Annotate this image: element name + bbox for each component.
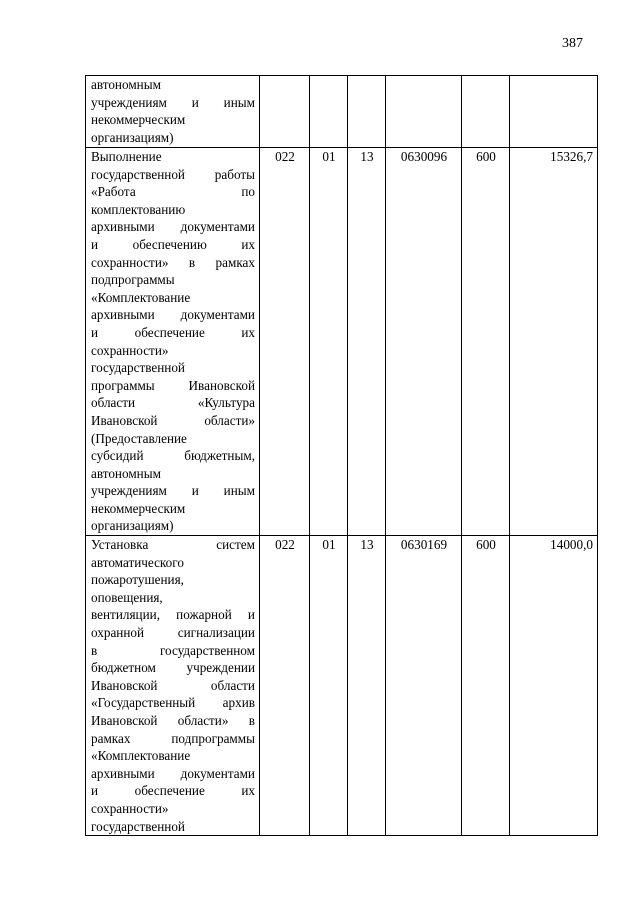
name-line: рамках подпрограммы (91, 730, 255, 746)
cell-target-article (386, 76, 462, 148)
name-line: «Работа по (91, 184, 255, 200)
cell-name (86, 148, 260, 536)
name-line: сохранности» в рамках (91, 254, 255, 270)
name-line: некоммерческим (91, 500, 186, 516)
cell-expense-type: 600 (462, 148, 510, 536)
name-line: учреждениям и иным (91, 94, 255, 110)
name-line: комплектованию (91, 201, 186, 217)
name-line: сохранности» (91, 342, 169, 358)
name-line: Выполнение (91, 149, 162, 164)
cell-target-article: 0630169 (386, 536, 462, 836)
cell-name (86, 536, 260, 836)
name-line: автономным (91, 465, 161, 481)
page-number: 387 (562, 36, 583, 51)
cell-section: 01 (310, 148, 348, 536)
name-line: (Предоставление (91, 430, 187, 446)
name-line: Установка систем (91, 537, 255, 553)
cell-expense-type (462, 76, 510, 148)
name-line: государственной (91, 360, 185, 376)
name-line: архивными документами (91, 219, 255, 235)
cell-section (310, 76, 348, 148)
name-line: Ивановской области» (91, 412, 255, 428)
name-line: и обеспечение их (91, 324, 255, 340)
table-row (86, 76, 598, 148)
name-line: Ивановской области» в (91, 713, 255, 728)
name-line: программы Ивановской (91, 377, 255, 393)
name-line: области «Культура (91, 395, 255, 411)
table-row (86, 536, 598, 836)
name-line: и обеспечению их (91, 236, 255, 252)
cell-subsection (348, 76, 386, 148)
name-line: архивными документами (91, 765, 255, 781)
name-line: «Государственный архив (91, 695, 255, 711)
cell-target-article: 0630096 (386, 148, 462, 536)
name-line: оповещения, (91, 589, 163, 605)
name-line: некоммерческим (91, 112, 186, 128)
cell-expense-type: 600 (462, 536, 510, 836)
cell-admin-code (260, 76, 310, 148)
name-line: в государственном (91, 642, 255, 658)
name-line: организациям) (91, 129, 174, 145)
name-line: бюджетном учреждении (91, 660, 255, 676)
cell-subsection: 13 (348, 536, 386, 836)
cell-admin-code: 022 (260, 148, 310, 536)
name-line: «Комплектование (91, 289, 191, 305)
table-row (86, 148, 598, 536)
name-line: субсидий бюджетным, (91, 448, 255, 464)
name-line: «Комплектование (91, 748, 191, 764)
name-line: подпрограммы (91, 272, 175, 288)
cell-amount (510, 76, 598, 148)
name-line: и обеспечение их (91, 783, 255, 799)
cell-section: 01 (310, 536, 348, 836)
name-line: автономным (91, 77, 161, 92)
name-line: Ивановской области (91, 677, 255, 693)
name-line: архивными документами (91, 307, 255, 323)
name-line: автоматического (91, 554, 184, 570)
table-body (86, 76, 598, 836)
name-line: охранной сигнализации (91, 625, 255, 641)
name-line: пожаротушения, (91, 572, 184, 588)
name-line: сохранности» (91, 800, 169, 816)
cell-amount: 14000,0 (510, 536, 598, 836)
name-line: государственной (91, 818, 185, 834)
cell-admin-code: 022 (260, 536, 310, 836)
cell-name (86, 76, 260, 148)
budget-table (85, 75, 598, 836)
name-line: вентиляции, пожарной и (91, 607, 255, 623)
cell-amount: 15326,7 (510, 148, 598, 536)
name-line: учреждениям и иным (91, 483, 255, 499)
name-line: организациям) (91, 518, 174, 534)
name-line: государственной работы (91, 166, 255, 182)
cell-subsection: 13 (348, 148, 386, 536)
